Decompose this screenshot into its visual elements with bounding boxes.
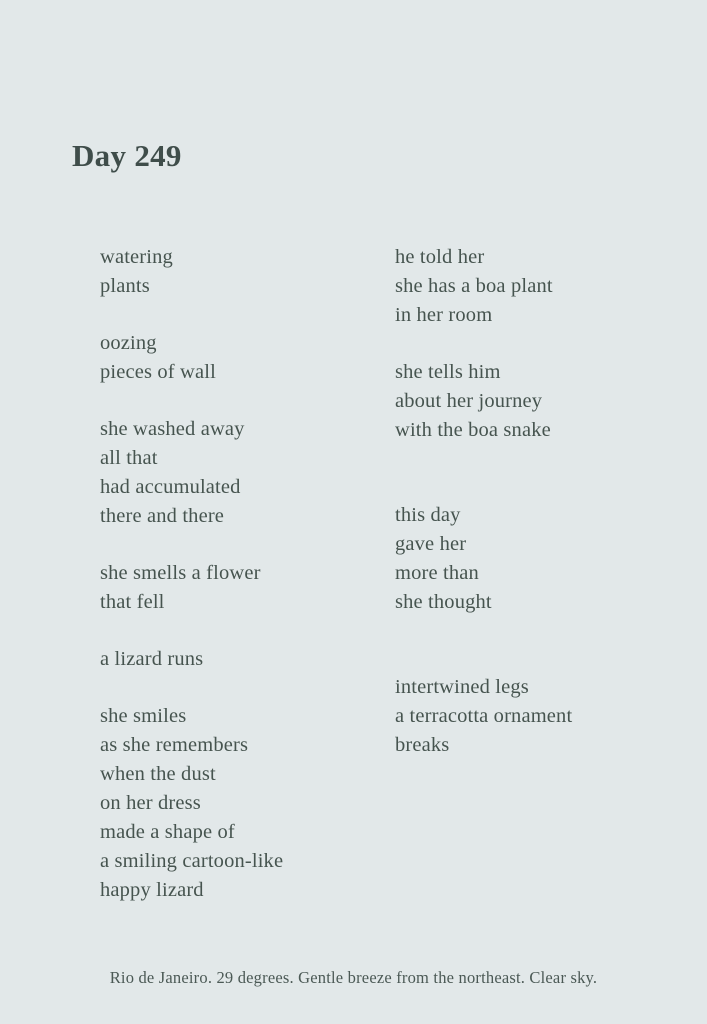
poem-line: oozing <box>100 332 157 354</box>
location-weather-footer: Rio de Janeiro. 29 degrees. Gentle breeze from the northeast. Clear sky. <box>109 968 598 987</box>
poem-stanza <box>100 415 395 531</box>
poem-line: there and there <box>100 505 225 527</box>
poem-line: happy lizard <box>100 879 204 901</box>
poem-line: a smiling cartoon-like <box>100 850 284 872</box>
poem-line: about her journey <box>395 390 543 412</box>
poem-line: she has a boa plant <box>395 275 553 297</box>
poem-line: she smells a flower <box>100 562 261 584</box>
poem-line: she thought <box>395 591 492 613</box>
poem-line: had accumulated <box>100 476 241 498</box>
poem-line: gave her <box>395 533 467 555</box>
poem-stanza <box>395 501 660 617</box>
poem-line: she smiles <box>100 705 187 727</box>
poem-line: more than <box>395 562 479 584</box>
poem-line: on her dress <box>100 792 201 814</box>
poem-line: this day <box>395 504 461 526</box>
poem-line: pieces of wall <box>100 361 216 383</box>
poem-column-right <box>395 243 660 905</box>
poem-body <box>100 243 660 905</box>
poem-line: a lizard runs <box>100 648 204 670</box>
poem-line: she washed away <box>100 418 245 440</box>
poem-line: that fell <box>100 591 165 613</box>
poem-line: he told her <box>395 246 485 268</box>
poem-stanza <box>100 559 395 617</box>
page-title: Day 249 <box>72 137 182 173</box>
poem-stanza <box>100 645 395 674</box>
poem-stanza <box>100 329 395 387</box>
poem-stanza <box>100 243 395 301</box>
poem-stanza <box>395 243 660 330</box>
poem-stanza <box>395 673 660 760</box>
poem-stanza <box>100 702 395 905</box>
poem-line: in her room <box>395 304 493 326</box>
poem-line: when the dust <box>100 763 216 785</box>
poem-column-left <box>100 243 395 905</box>
poem-line: as she remembers <box>100 734 249 756</box>
poem-stanza <box>395 358 660 445</box>
poem-line: plants <box>100 275 150 297</box>
poem-line: all that <box>100 447 158 469</box>
poem-line: she tells him <box>395 361 501 383</box>
poem-line: intertwined legs <box>395 676 529 698</box>
poem-line: watering <box>100 246 173 268</box>
poem-line: made a shape of <box>100 821 235 843</box>
poem-line: with the boa snake <box>395 419 551 441</box>
poem-line: breaks <box>395 734 450 756</box>
poem-line: a terracotta ornament <box>395 705 573 727</box>
